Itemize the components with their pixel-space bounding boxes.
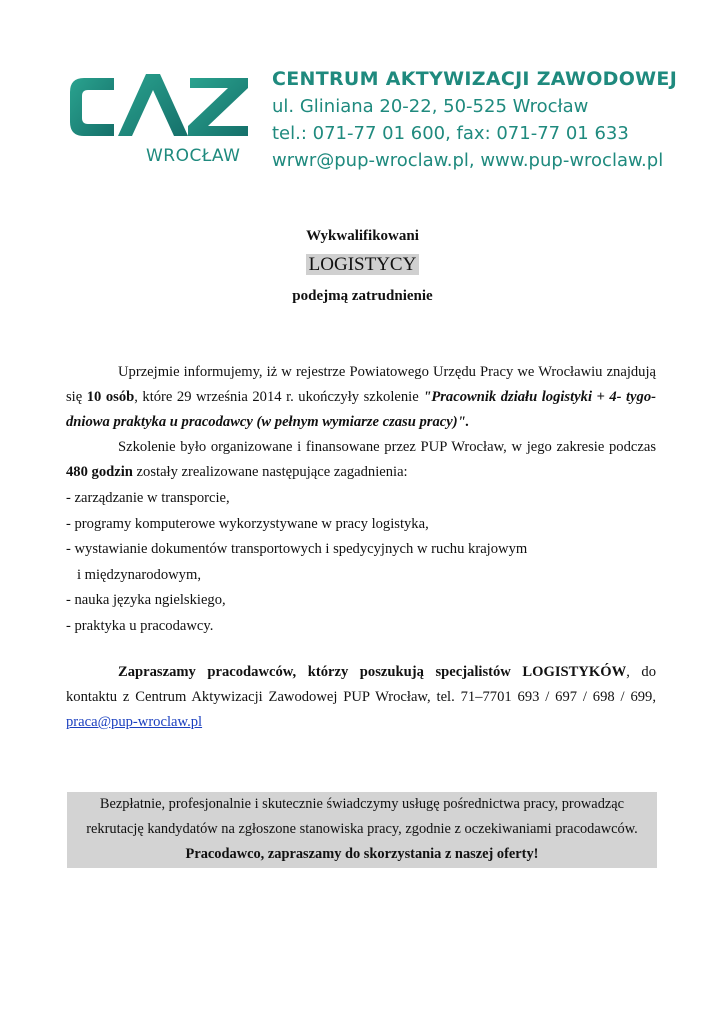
org-contact-block <box>272 66 678 174</box>
org-address: ul. Gliniana 20-22, 50-525 Wrocław <box>272 96 589 117</box>
title-line-2 <box>0 254 725 276</box>
list-item: - zarządzanie w transporcie, <box>66 490 230 506</box>
logo-city: WROCŁAW <box>146 146 241 166</box>
list-item: - programy komputerowe wykorzystywane w pracy logistyka, <box>66 515 429 532</box>
letterhead <box>66 66 678 176</box>
logo-letter-a <box>118 74 188 136</box>
title-highlight: LOGISTYCY <box>306 254 420 275</box>
paragraph-1: Uprzejmie informujemy, iż w rejestrze Powiatowego Urzędu Pracy we Wrocławiu znajdują się 10 osób, które 29 września 2014 r. ukończyły szkolenie "Pracownik działu logistyki + 4- tygo-dniowa praktyka u pracodawcy (w pełnym wymiarze czasu pracy)". <box>66 364 656 430</box>
notice-line-1: Bezpłatnie, profesjonalnie i skutecznie świadczymy usługę pośrednictwa pracy, prowadząc <box>99 796 625 812</box>
list-item: - wystawianie dokumentów transportowych i spedycyjnych w ruchu krajowym <box>66 541 528 557</box>
org-name: CENTRUM AKTYWIZACJI ZAWODOWEJ <box>272 68 678 90</box>
org-phones: tel.: 071-77 01 600, fax: 071-77 01 633 <box>272 123 629 144</box>
email-link[interactable]: praca@pup-wroclaw.pl <box>66 714 203 730</box>
list-item: i międzynarodowym, <box>66 566 201 583</box>
title-line-1: Wykwalifikowani <box>306 228 419 244</box>
logo-letter-c <box>70 78 114 136</box>
notice-line-3: Pracodawco, zapraszamy do skorzystania z naszej oferty! <box>185 846 539 862</box>
logo-letter-z <box>188 78 248 136</box>
list-item: - nauka języka ngielskiego, <box>66 592 226 608</box>
paragraph-2: Szkolenie było organizowane i finansowane przez PUP Wrocław, w jego zakresie podczas 480 godzin zostały zrealizowane następujące zagadnienia: <box>66 439 656 480</box>
people-count: 10 osób <box>86 389 135 405</box>
list-item: - praktyka u pracodawcy. <box>66 617 214 634</box>
notice-box <box>67 792 657 868</box>
hours-count: 480 godzin <box>66 464 133 480</box>
invitation-paragraph: Zapraszamy pracodawców, którzy poszukują specjalistów LOGISTYKÓW, do kontaktu z Centrum Aktywizacji Zawodowej PUP Wrocław, tel. 71–7701 693 / 697 / 698 / 699, praca@pup-wroclaw.pl <box>66 664 657 730</box>
title-line-3: podejmą zatrudnienie <box>292 288 433 304</box>
org-web: wrwr@pup-wroclaw.pl, www.pup-wroclaw.pl <box>272 150 664 171</box>
notice-line-2: rekrutację kandydatów na zgłoszone stanowiska pracy, zgodnie z oczekiwaniami pracodawców. <box>86 821 638 837</box>
invitation-bold: Zapraszamy pracodawców, którzy poszukują specjalistów LOGISTYKÓW <box>118 664 627 680</box>
intro-paragraph <box>66 360 656 485</box>
topics-list <box>66 486 656 639</box>
course-name: "Pracownik działu logistyki + 4- tygo-dniowa praktyka u pracodawcy (w pełnym wymiarze czasu pracy)". <box>66 389 656 430</box>
